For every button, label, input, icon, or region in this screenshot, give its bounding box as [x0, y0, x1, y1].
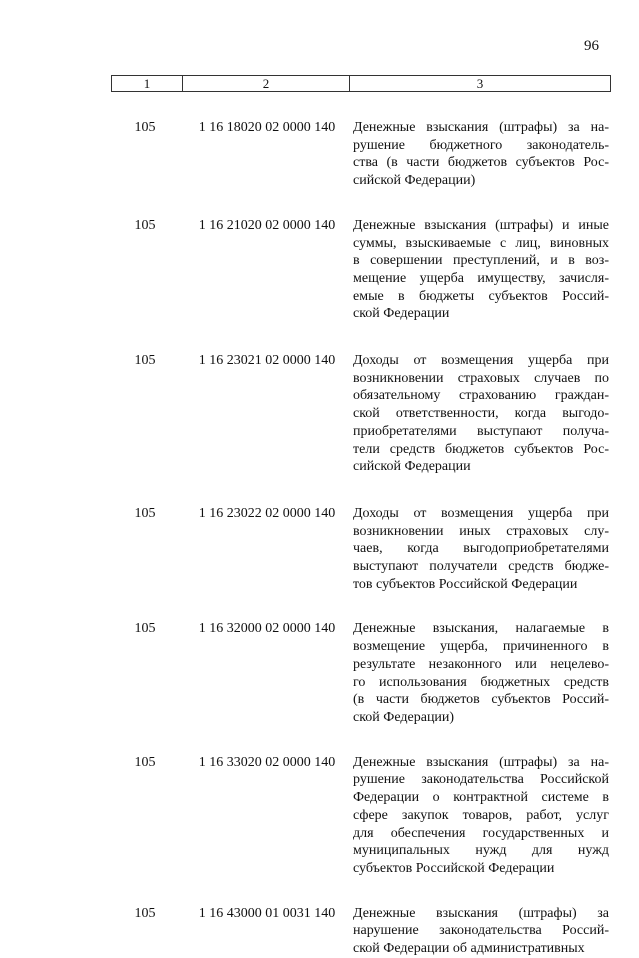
- description-line: для обеспечения государственных и: [353, 825, 609, 841]
- description-line: Федерации о контрактной системе в: [353, 790, 609, 806]
- budget-classification-code-cell: 1 16 18020 02 0000 140: [198, 120, 336, 135]
- description-line: в совершении преступлений, и в воз-: [353, 253, 609, 269]
- revenue-codes-table: [111, 75, 611, 958]
- description-line: Денежные взыскания (штрафы) за на-: [353, 120, 609, 135]
- table-row: [111, 352, 611, 476]
- revenue-description-cell: [347, 620, 611, 726]
- description-line: Денежные взыскания (штрафы) за на-: [353, 754, 609, 770]
- description-line: ской Федерации об административных: [353, 941, 585, 957]
- table-row: [111, 119, 611, 190]
- table-header: [111, 75, 611, 92]
- description-line: нарушение законодательства Россий-: [353, 923, 609, 939]
- column-header-2: 2: [183, 76, 350, 91]
- description-line: выступают получатели средств бюдже-: [353, 559, 609, 575]
- revenue-description-cell: [347, 217, 611, 323]
- description-line: чаев, когда выгодоприобретателями: [353, 541, 609, 557]
- revenue-description-cell: [347, 754, 611, 878]
- description-line: сийской Федерации: [353, 459, 471, 475]
- description-line: возникновении иных страховых слу-: [353, 523, 609, 539]
- budget-classification-code-cell: 1 16 21020 02 0000 140: [198, 217, 336, 233]
- description-line: возмещение ущерба, причиненного в: [353, 639, 609, 655]
- admin-code-cell: 105: [134, 353, 156, 369]
- column-header-3: 3: [476, 76, 484, 91]
- description-line: муниципальных нужд для нужд: [353, 843, 609, 859]
- admin-code-cell: 105: [134, 621, 156, 637]
- page-number: 96: [584, 38, 599, 54]
- table-row: [111, 620, 611, 726]
- description-line: сийской Федерации): [353, 173, 476, 189]
- table-row: [111, 505, 611, 594]
- table-row: [111, 905, 611, 958]
- description-line: обязательному страхованию граждан-: [353, 388, 609, 404]
- admin-code-cell: 105: [134, 905, 156, 921]
- description-line: субъектов Российской Федерации: [353, 860, 555, 876]
- admin-code-cell: 105: [134, 505, 156, 521]
- revenue-description-cell: [347, 119, 611, 190]
- description-line: Доходы от возмещения ущерба при: [353, 505, 609, 521]
- description-line: возникновении страховых случаев по: [353, 370, 609, 386]
- description-line: тели средств бюджетов субъектов Рос-: [353, 441, 609, 457]
- revenue-description-cell: [347, 505, 611, 594]
- description-line: Доходы от возмещения ущерба при: [353, 353, 609, 369]
- description-line: ства (в части бюджетов субъектов Рос-: [353, 155, 609, 171]
- budget-classification-code-cell: 1 16 23022 02 0000 140: [198, 505, 336, 521]
- description-line: приобретателями выступают получа-: [353, 423, 609, 439]
- description-line: рушение бюджетного законодатель-: [353, 137, 609, 153]
- description-line: го использования бюджетных средств: [353, 674, 609, 690]
- description-line: ской ответственности, когда выгодо-: [353, 406, 609, 422]
- revenue-description-cell: [347, 905, 611, 958]
- description-line: суммы, взыскиваемые с лиц, виновных: [353, 235, 609, 251]
- description-line: ской Федерации): [353, 709, 455, 725]
- description-line: мещение ущерба имуществу, зачисля-: [353, 270, 609, 286]
- table-row: [111, 754, 611, 878]
- description-line: рушение законодательства Российской: [353, 772, 609, 788]
- budget-classification-code-cell: 1 16 32000 02 0000 140: [198, 621, 336, 637]
- budget-classification-code-cell: 1 16 33020 02 0000 140: [198, 754, 336, 770]
- column-header-1: 1: [112, 76, 183, 91]
- table-body: [111, 119, 611, 958]
- description-line: Денежные взыскания (штрафы) и иные: [353, 217, 609, 233]
- description-line: тов субъектов Российской Федерации: [353, 576, 578, 592]
- admin-code-cell: 105: [134, 120, 156, 135]
- budget-classification-code-cell: 1 16 43000 01 0031 140: [198, 905, 336, 921]
- description-line: результате незаконного или нецелево-: [353, 656, 609, 672]
- description-line: сфере закупок товаров, работ, услуг: [353, 807, 609, 823]
- revenue-description-cell: [347, 352, 611, 476]
- description-line: Денежные взыскания, налагаемые в: [353, 621, 609, 637]
- table-row: [111, 217, 611, 323]
- description-line: ской Федерации: [353, 306, 450, 322]
- description-line: Денежные взыскания (штрафы) за: [353, 905, 609, 921]
- budget-classification-code-cell: 1 16 23021 02 0000 140: [198, 353, 336, 369]
- admin-code-cell: 105: [134, 754, 156, 770]
- description-line: (в части бюджетов субъектов Россий-: [353, 692, 609, 708]
- description-line: емые в бюджеты субъектов Россий-: [353, 288, 609, 304]
- admin-code-cell: 105: [134, 217, 156, 233]
